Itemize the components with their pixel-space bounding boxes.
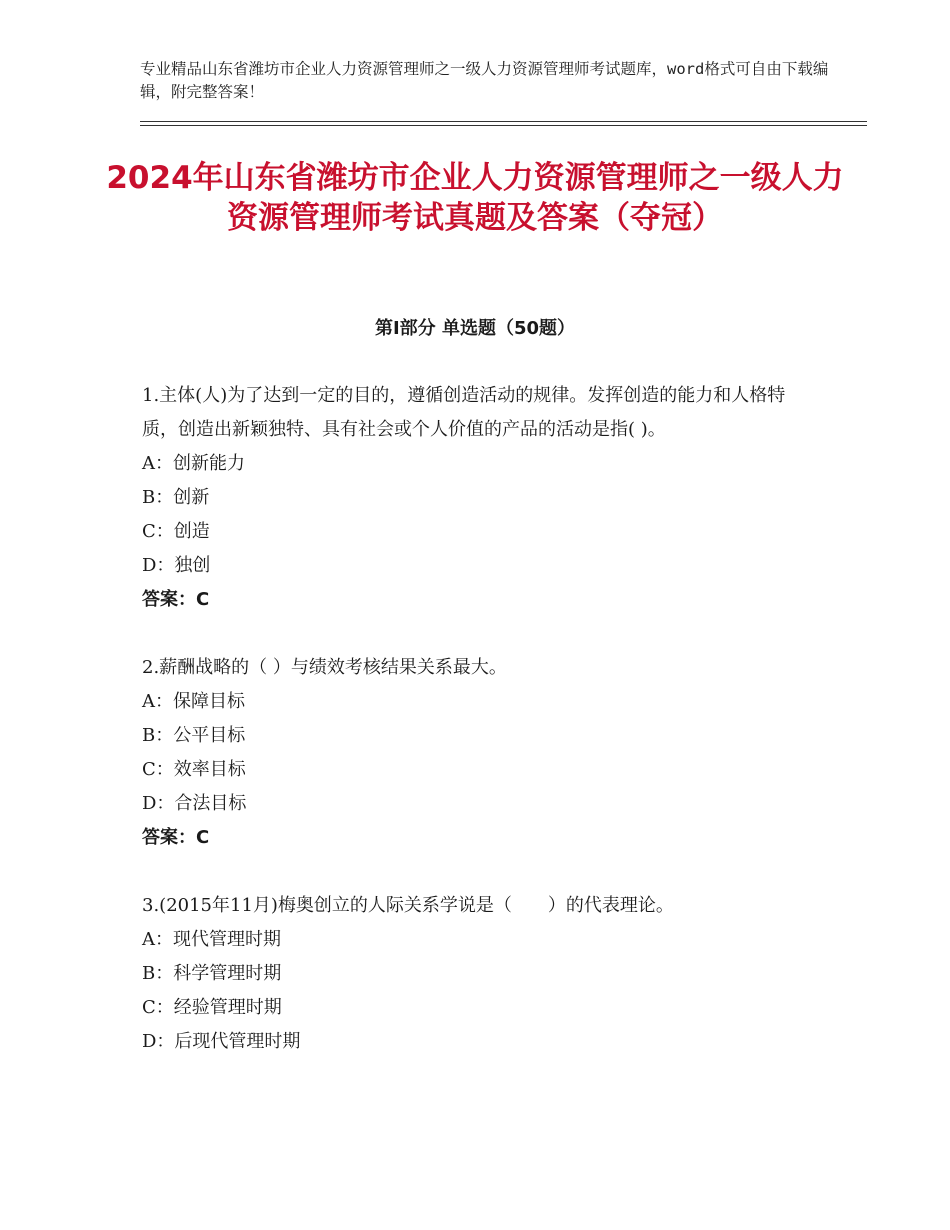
section-heading: 第Ⅰ部分 单选题（50题） [374,318,575,339]
question-2 [142,651,812,855]
option-d: D：后现代管理时期 [142,1031,301,1052]
option-b: B：创新 [142,487,210,508]
option-b: B：公平目标 [142,725,246,746]
header-divider-bottom [140,125,867,126]
question-stem: 2.薪酬战略的（ ）与绩效考核结果关系最大。 [142,657,507,678]
option-a: A：创新能力 [142,453,245,474]
option-c: C：创造 [142,521,210,542]
header-divider-top [140,121,867,122]
answer-text: 答案：C [142,589,210,610]
header-note: 专业精品山东省潍坊市企业人力资源管理师之一级人力资源管理师考试题库，word格式可自由下载编辑，附完整答案！ [140,60,829,101]
option-a: A：现代管理时期 [142,929,281,950]
option-a: A：保障目标 [142,691,245,712]
option-b: B：科学管理时期 [142,963,282,984]
question-stem: 1.主体(人)为了达到一定的目的，遵循创造活动的规律。发挥创造的能力和人格特质，创造出新颖独特、具有社会或个人价值的产品的活动是指( )。 [142,385,786,440]
question-1 [142,379,812,617]
question-list [142,379,812,1059]
option-d: D：独创 [142,555,211,576]
option-d: D：合法目标 [142,793,247,814]
answer-text: 答案：C [142,827,210,848]
question-stem: 3.(2015年11月)梅奥创立的人际关系学说是（ ）的代表理论。 [142,895,674,916]
question-3 [142,889,812,1059]
document-title: 2024年山东省潍坊市企业人力资源管理师之一级人力资源管理师考试真题及答案（夺冠） [106,160,844,236]
option-c: C：经验管理时期 [142,997,282,1018]
option-c: C：效率目标 [142,759,246,780]
